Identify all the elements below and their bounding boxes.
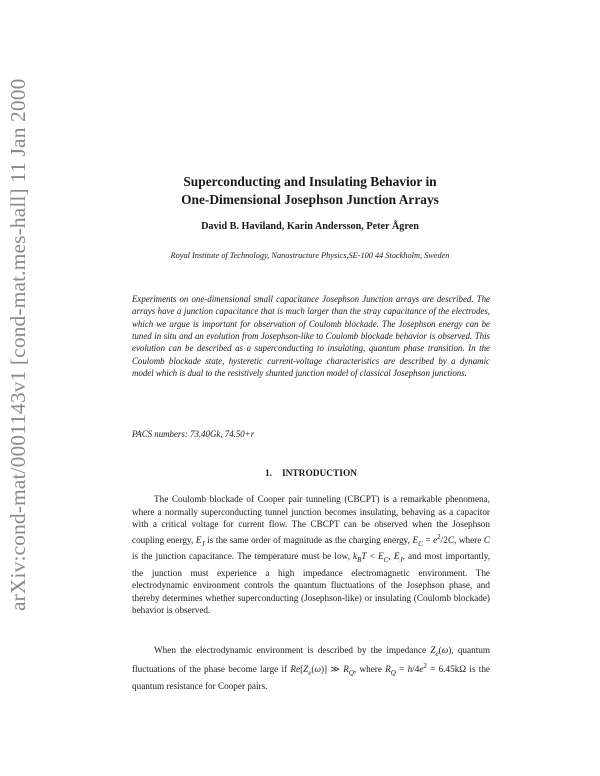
pacs-numbers: PACS numbers: 73.40Gk, 74.50+r bbox=[132, 429, 255, 439]
section-title: INTRODUCTION bbox=[282, 469, 358, 479]
abstract: Experiments on one-dimensional small capacitance Josephson Junction arrays are described. The arrays have a junction capacitance that is much larger than the stray capacitance of the electrodes, which we argue is important for observation of Coulomb blockade. The Josephson energy can be tuned in situ and an evolution from Josephson-like to Coulomb blockade behavior is observed. This evolution can be described as a superconducting to insulating, quantum phase transition. In the Coulomb blockade state, hysteretic current-voltage characteristics are described by a dynamic model which is dual to the resistively shunted junction model of classical Josephson junctions. bbox=[132, 294, 490, 379]
title-line-1: Superconducting and Insulating Behavior in bbox=[183, 174, 437, 189]
author-list: David B. Haviland, Karin Andersson, Peter Ågren bbox=[201, 221, 419, 232]
paper-title bbox=[100, 173, 520, 209]
title-line-2: One-Dimensional Josephson Junction Arrays bbox=[181, 192, 439, 207]
affiliation: Royal Institute of Technology, Nanostructure Physics,SE-100 44 Stockholm, Sweden bbox=[170, 251, 450, 260]
section-heading-introduction bbox=[132, 469, 490, 479]
section-number: 1. bbox=[264, 469, 272, 479]
intro-paragraph-2: When the electrodynamic environment is described by the impedance $Z_e(\omega)$, quantum fluctuations of the phase become large if $Re[Z_e(\omega)]$ ≫ $R_Q$, where $R_Q = h/4e^2 = 6.45k\Omega$ is the quantum resistance for Cooper pairs. bbox=[132, 645, 491, 691]
intro-paragraph-1: The Coulomb blockade of Cooper pair tunneling (CBCPT) is a remarkable phenomena, where a normally superconducting tunnel junction becomes insulating, behaving as a capacitor with a critical voltage for current flow. The CBCPT can be observed when the Josephson coupling energy, $E_J$ is the same order of magnitude as the charging energy, $E_C = e^2/2C$, where C is the junction capacitance. The temperature must be low, $k_BT < E_C$, $E_J$, and most importantly, the junction must experience a high impedance electromagnetic environment. The electrodynamic environment controls the quantum fluctuations of the Josephson phase, and thereby determines whether superconducting (Josephson-like) or insulating (Coulomb blockade) behavior is observed. bbox=[132, 494, 491, 616]
arxiv-identifier-stamp: arXiv:cond-mat/0001143v1 [cond-mat.mes-hall] 11 Jan 2000 bbox=[6, 78, 30, 611]
